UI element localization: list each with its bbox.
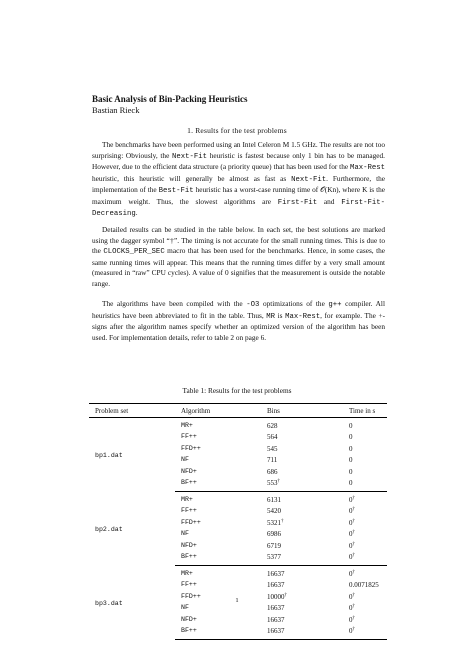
- text: compiler. All heuristics have been abbreviated to fit in the table. Thus,: [92, 299, 385, 320]
- time-value: 0: [349, 507, 353, 516]
- algorithm-cell: MR+: [181, 421, 193, 429]
- header-bins: Bins: [261, 404, 343, 418]
- code-next-fit: Next-Fit: [172, 152, 208, 161]
- time-value: 0: [349, 433, 353, 442]
- algorithm-cell: NFD+: [181, 541, 197, 549]
- bins-cell: [261, 432, 343, 444]
- bins-cell: [261, 626, 343, 640]
- bins-value: 553: [267, 479, 278, 488]
- bins-cell: [261, 443, 343, 455]
- code-next-fit: Next-Fit: [291, 175, 327, 184]
- text: macro that has been used for the benchmarks. Hence, in some cases, the same running times will appear. This means that the running times differ by a very small amount (measured in “raw” CPU cycles). A value of 0 signifies that the measurement is outside the notable range.: [92, 246, 385, 288]
- time-value: 0: [349, 592, 353, 601]
- section-heading: 1. Results for the test problems: [187, 126, 287, 135]
- code-first-fit-decreasing: First-Fit-Decreasing: [92, 198, 385, 218]
- header-algorithm: Algorithm: [175, 404, 261, 418]
- text: is: [275, 310, 286, 320]
- time-cell: [343, 552, 387, 566]
- bins-cell: [261, 552, 343, 566]
- bins-value: 16637: [267, 627, 285, 636]
- dagger-mark: †: [352, 507, 355, 513]
- bins-cell: [261, 614, 343, 626]
- bins-value: 564: [267, 433, 278, 442]
- text: The algorithms have been compiled with the: [102, 299, 247, 308]
- time-cell: [343, 455, 387, 467]
- text: optimizations of the: [259, 299, 329, 308]
- code-best-fit: Best-Fit: [158, 187, 194, 195]
- time-value: 0: [349, 604, 353, 613]
- time-cell: [343, 540, 387, 552]
- text: and: [317, 196, 342, 206]
- dagger-mark: †: [281, 518, 284, 524]
- time-value: 0: [349, 615, 353, 624]
- text: The benchmarks have been performed using an Intel Celeron M 1.5 GHz. The results are not too surprising: Obviously, the: [92, 140, 385, 160]
- text: Detailed results can be studied in the table below. In each set, the best solutions are marked using the dagger symbol “†”. The timing is not accurate for the small running times. This is due to the: [92, 225, 385, 255]
- dagger-mark: †: [352, 604, 355, 610]
- code-gpp: g++: [328, 301, 342, 309]
- time-value: 0: [349, 530, 353, 539]
- bins-value: 628: [267, 421, 278, 430]
- problem-set-cell: bp2.dat: [95, 525, 123, 533]
- code-mr: MR: [266, 312, 276, 321]
- time-cell: [343, 418, 387, 432]
- algorithm-cell: BF++: [175, 626, 261, 640]
- bins-cell: [261, 478, 343, 492]
- bins-cell: [261, 506, 343, 518]
- code-clocks-per-sec: CLOCKS_PER_SEC: [103, 248, 165, 256]
- time-cell: [343, 478, 387, 492]
- time-value: 0: [349, 456, 353, 465]
- algorithm-cell: NFD+: [181, 467, 197, 475]
- bins-value: 16637: [267, 615, 285, 624]
- time-cell: [343, 466, 387, 478]
- algorithm-cell: FFD++: [181, 592, 201, 600]
- time-value: 0: [349, 421, 353, 430]
- table-body: [89, 418, 387, 640]
- time-cell: [343, 566, 387, 580]
- table-row: [89, 492, 387, 506]
- time-value: 0: [349, 553, 353, 562]
- document-author: Bastian Rieck: [92, 105, 140, 115]
- algorithm-cell: FF++: [181, 433, 197, 441]
- bins-value: 16637: [267, 569, 285, 578]
- table-header-row: [89, 404, 387, 418]
- algorithm-cell: FF++: [181, 581, 197, 589]
- time-cell: [343, 517, 387, 529]
- time-cell: [343, 614, 387, 626]
- algorithm-cell: NF: [181, 530, 189, 538]
- time-value: 0: [349, 479, 353, 488]
- bins-value: 16637: [267, 581, 285, 590]
- header-problem-set: Problem set: [89, 404, 175, 418]
- dagger-mark: †: [352, 495, 355, 501]
- time-cell: [343, 603, 387, 615]
- bins-value: 5420: [267, 507, 281, 516]
- algorithm-cell: MR+: [181, 569, 193, 577]
- dagger-mark: †: [352, 615, 355, 621]
- time-cell: [343, 580, 387, 592]
- time-cell: [343, 443, 387, 455]
- algorithm-cell: NF: [181, 604, 189, 612]
- algorithm-cell: BF++: [175, 552, 261, 566]
- dagger-mark: †: [277, 479, 280, 485]
- bins-cell: [261, 566, 343, 580]
- problem-set-cell: bp1.dat: [95, 451, 123, 459]
- dagger-mark: †: [284, 592, 287, 598]
- bins-cell: [261, 455, 343, 467]
- algorithm-cell: FFD++: [181, 518, 201, 526]
- dagger-mark: †: [352, 530, 355, 536]
- bins-cell: [261, 492, 343, 506]
- text: heuristic, this heuristic will generally be almost as fast as: [92, 173, 292, 183]
- bins-value: 16637: [267, 604, 285, 613]
- time-cell: [343, 492, 387, 506]
- time-cell: [343, 529, 387, 541]
- bins-value: 711: [267, 456, 278, 465]
- dagger-mark: †: [352, 518, 355, 524]
- document-title: Basic Analysis of Bin-Packing Heuristics: [92, 94, 248, 104]
- dagger-mark: †: [352, 569, 355, 575]
- text: , for example. The +-signs after the algorithm names specify whether an optimized version of the algorithm has been used. For implementation details, refer to table 2 on page 6.: [92, 310, 385, 342]
- algorithm-cell: FF++: [181, 507, 197, 515]
- algorithm-cell: MR+: [181, 495, 193, 503]
- text: heuristic has a worst-case running time of 𝒪(Kn), where K is the maximum weight. Thus, the slowest algorithms are: [92, 185, 385, 206]
- text: .: [135, 208, 138, 217]
- dagger-mark: †: [352, 541, 355, 547]
- code-max-rest: Max-Rest: [349, 164, 385, 172]
- algorithm-cell: BF++: [175, 478, 261, 492]
- paragraph-details: [92, 225, 385, 289]
- time-value: 0: [349, 627, 353, 636]
- bins-cell: [261, 517, 343, 529]
- header-time: Time in s: [343, 404, 387, 418]
- code-first-fit: First-Fit: [277, 198, 318, 207]
- page-number: 1: [235, 597, 239, 604]
- paragraph-compilation: [92, 299, 385, 343]
- algorithm-cell: NF: [181, 456, 189, 464]
- bins-value: 5321: [267, 518, 281, 527]
- bins-value: 6986: [267, 530, 281, 539]
- table-row: [89, 418, 387, 432]
- algorithm-cell: NFD+: [181, 615, 197, 623]
- code-max-rest: Max-Rest: [285, 312, 321, 321]
- bins-value: 6131: [267, 495, 281, 504]
- bins-value: 686: [267, 467, 278, 476]
- time-value: 0: [349, 444, 353, 453]
- time-value: 0.0071825: [349, 581, 379, 590]
- bins-cell: [261, 580, 343, 592]
- dagger-mark: †: [352, 553, 355, 559]
- time-cell: [343, 506, 387, 518]
- time-value: 0: [349, 569, 353, 578]
- bins-cell: [261, 603, 343, 615]
- paragraph-benchmarks: [92, 140, 385, 220]
- results-table: [89, 403, 387, 640]
- bins-cell: [261, 529, 343, 541]
- algorithm-cell: FFD++: [181, 444, 201, 452]
- time-value: 0: [349, 518, 353, 527]
- bins-cell: [261, 540, 343, 552]
- dagger-mark: †: [352, 592, 355, 598]
- dagger-mark: †: [352, 627, 355, 633]
- time-value: 0: [349, 467, 353, 476]
- time-value: 0: [349, 541, 353, 550]
- bins-value: 10000: [267, 592, 285, 601]
- table-row: [89, 566, 387, 580]
- bins-value: 5377: [267, 553, 281, 562]
- time-cell: [343, 626, 387, 640]
- time-value: 0: [349, 495, 353, 504]
- text: heuristic is fastest because only 1 bin has to be managed. However, due to the efficient data structure (a priority queue) that has been used for the: [92, 150, 385, 171]
- code-o3: -O3: [246, 301, 260, 309]
- bins-cell: [261, 466, 343, 478]
- text: . Furthermore, the implementation of the: [92, 173, 385, 194]
- bins-value: 545: [267, 444, 278, 453]
- bins-value: 6719: [267, 541, 281, 550]
- table-caption: Table 1: Results for the test problems: [182, 386, 292, 395]
- time-cell: [343, 432, 387, 444]
- problem-set-cell: bp3.dat: [95, 599, 123, 607]
- bins-cell: [261, 418, 343, 432]
